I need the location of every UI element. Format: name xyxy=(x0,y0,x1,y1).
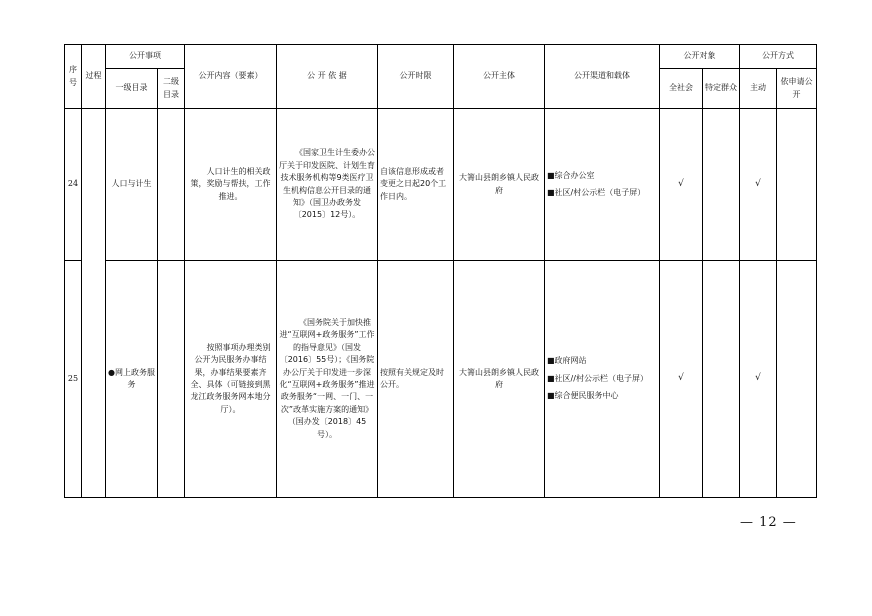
row-content: 按照事项办理类别公开为民服务办事结果，办事结果要素齐全、具体（可链接到黑龙江政务服务网本地分厅）。 xyxy=(185,261,277,498)
row-active xyxy=(740,261,777,498)
header-channel: 公开渠道和载体 xyxy=(545,45,660,109)
row-level1: 人口与计生 xyxy=(106,109,158,261)
header-audience-group: 公开对象 xyxy=(660,45,740,69)
row-specific xyxy=(703,109,740,261)
row-level1: ●网上政务服务 xyxy=(106,261,158,498)
header-level1: 一级目录 xyxy=(106,69,158,109)
row-level2 xyxy=(158,109,185,261)
row-all-society xyxy=(660,261,703,498)
row-level2 xyxy=(158,261,185,498)
header-content: 公开内容（要素） xyxy=(185,45,277,109)
row-seq: 25 xyxy=(65,261,82,498)
row-specific xyxy=(703,261,740,498)
checkmark: √ xyxy=(755,373,761,384)
row-basis: 《国务院关于加快推进“互联网+政务服务”工作的指导意见》（国发〔2016〕55号）；《国务院办公厅关于印发进一步深化“互联网+政务服务”推进政务服务“一网、一门、一次”改革实施方案的通知》（国办发〔2018〕45号）。 xyxy=(277,261,378,498)
row-on-request xyxy=(777,261,817,498)
row-time: 按照有关规定及时公开。 xyxy=(378,261,454,498)
row-on-request xyxy=(777,109,817,261)
header-on-request: 依申请公开 xyxy=(777,69,817,109)
channel-item: ■综合办公室 xyxy=(547,170,595,180)
row-subject: 大箐山县朗乡镇人民政府 xyxy=(454,109,545,261)
row-channels xyxy=(545,261,660,498)
disclosure-table xyxy=(64,44,817,498)
checkmark: √ xyxy=(755,178,761,189)
row-active xyxy=(740,109,777,261)
row-content: 人口计生的相关政策，奖励与帮扶，工作推进。 xyxy=(185,109,277,261)
header-level2: 二级目录 xyxy=(158,69,185,109)
checkmark: √ xyxy=(678,373,684,384)
header-items-group: 公开事项 xyxy=(106,45,185,69)
header-mode-group: 公开方式 xyxy=(740,45,817,69)
header-seq: 序号 xyxy=(65,45,82,109)
channel-item: ■综合便民服务中心 xyxy=(547,391,619,401)
header-process: 过程 xyxy=(82,45,106,109)
header-basis: 公 开 依 据 xyxy=(277,45,378,109)
table-row xyxy=(65,109,817,261)
channel-item: ■社区//村公示栏（电子屏） xyxy=(547,373,648,383)
row-basis: 《国家卫生计生委办公厅关于印发医院、计划生育技术服务机构等9类医疗卫生机构信息公开目录的通知》（国卫办政务发〔2015〕12号）。 xyxy=(277,109,378,261)
header-time: 公开时限 xyxy=(378,45,454,109)
checkmark: √ xyxy=(678,178,684,189)
header-subject: 公开主体 xyxy=(454,45,545,109)
row-time: 自该信息形成或者变更之日起20个工作日内。 xyxy=(378,109,454,261)
header-specific: 特定群众 xyxy=(703,69,740,109)
table-row xyxy=(65,261,817,498)
channel-item: ■社区/村公示栏（电子屏） xyxy=(547,188,646,197)
header-all-society: 全社会 xyxy=(660,69,703,109)
row-all-society xyxy=(660,109,703,261)
row-channels xyxy=(545,109,660,261)
process-cell xyxy=(82,109,106,498)
row-subject: 大箐山县朗乡镇人民政府 xyxy=(454,261,545,498)
channel-item: ■政府网站 xyxy=(547,356,587,366)
page-number: — 12 — xyxy=(740,515,797,530)
header-active: 主动 xyxy=(740,69,777,109)
row-seq: 24 xyxy=(65,109,82,261)
